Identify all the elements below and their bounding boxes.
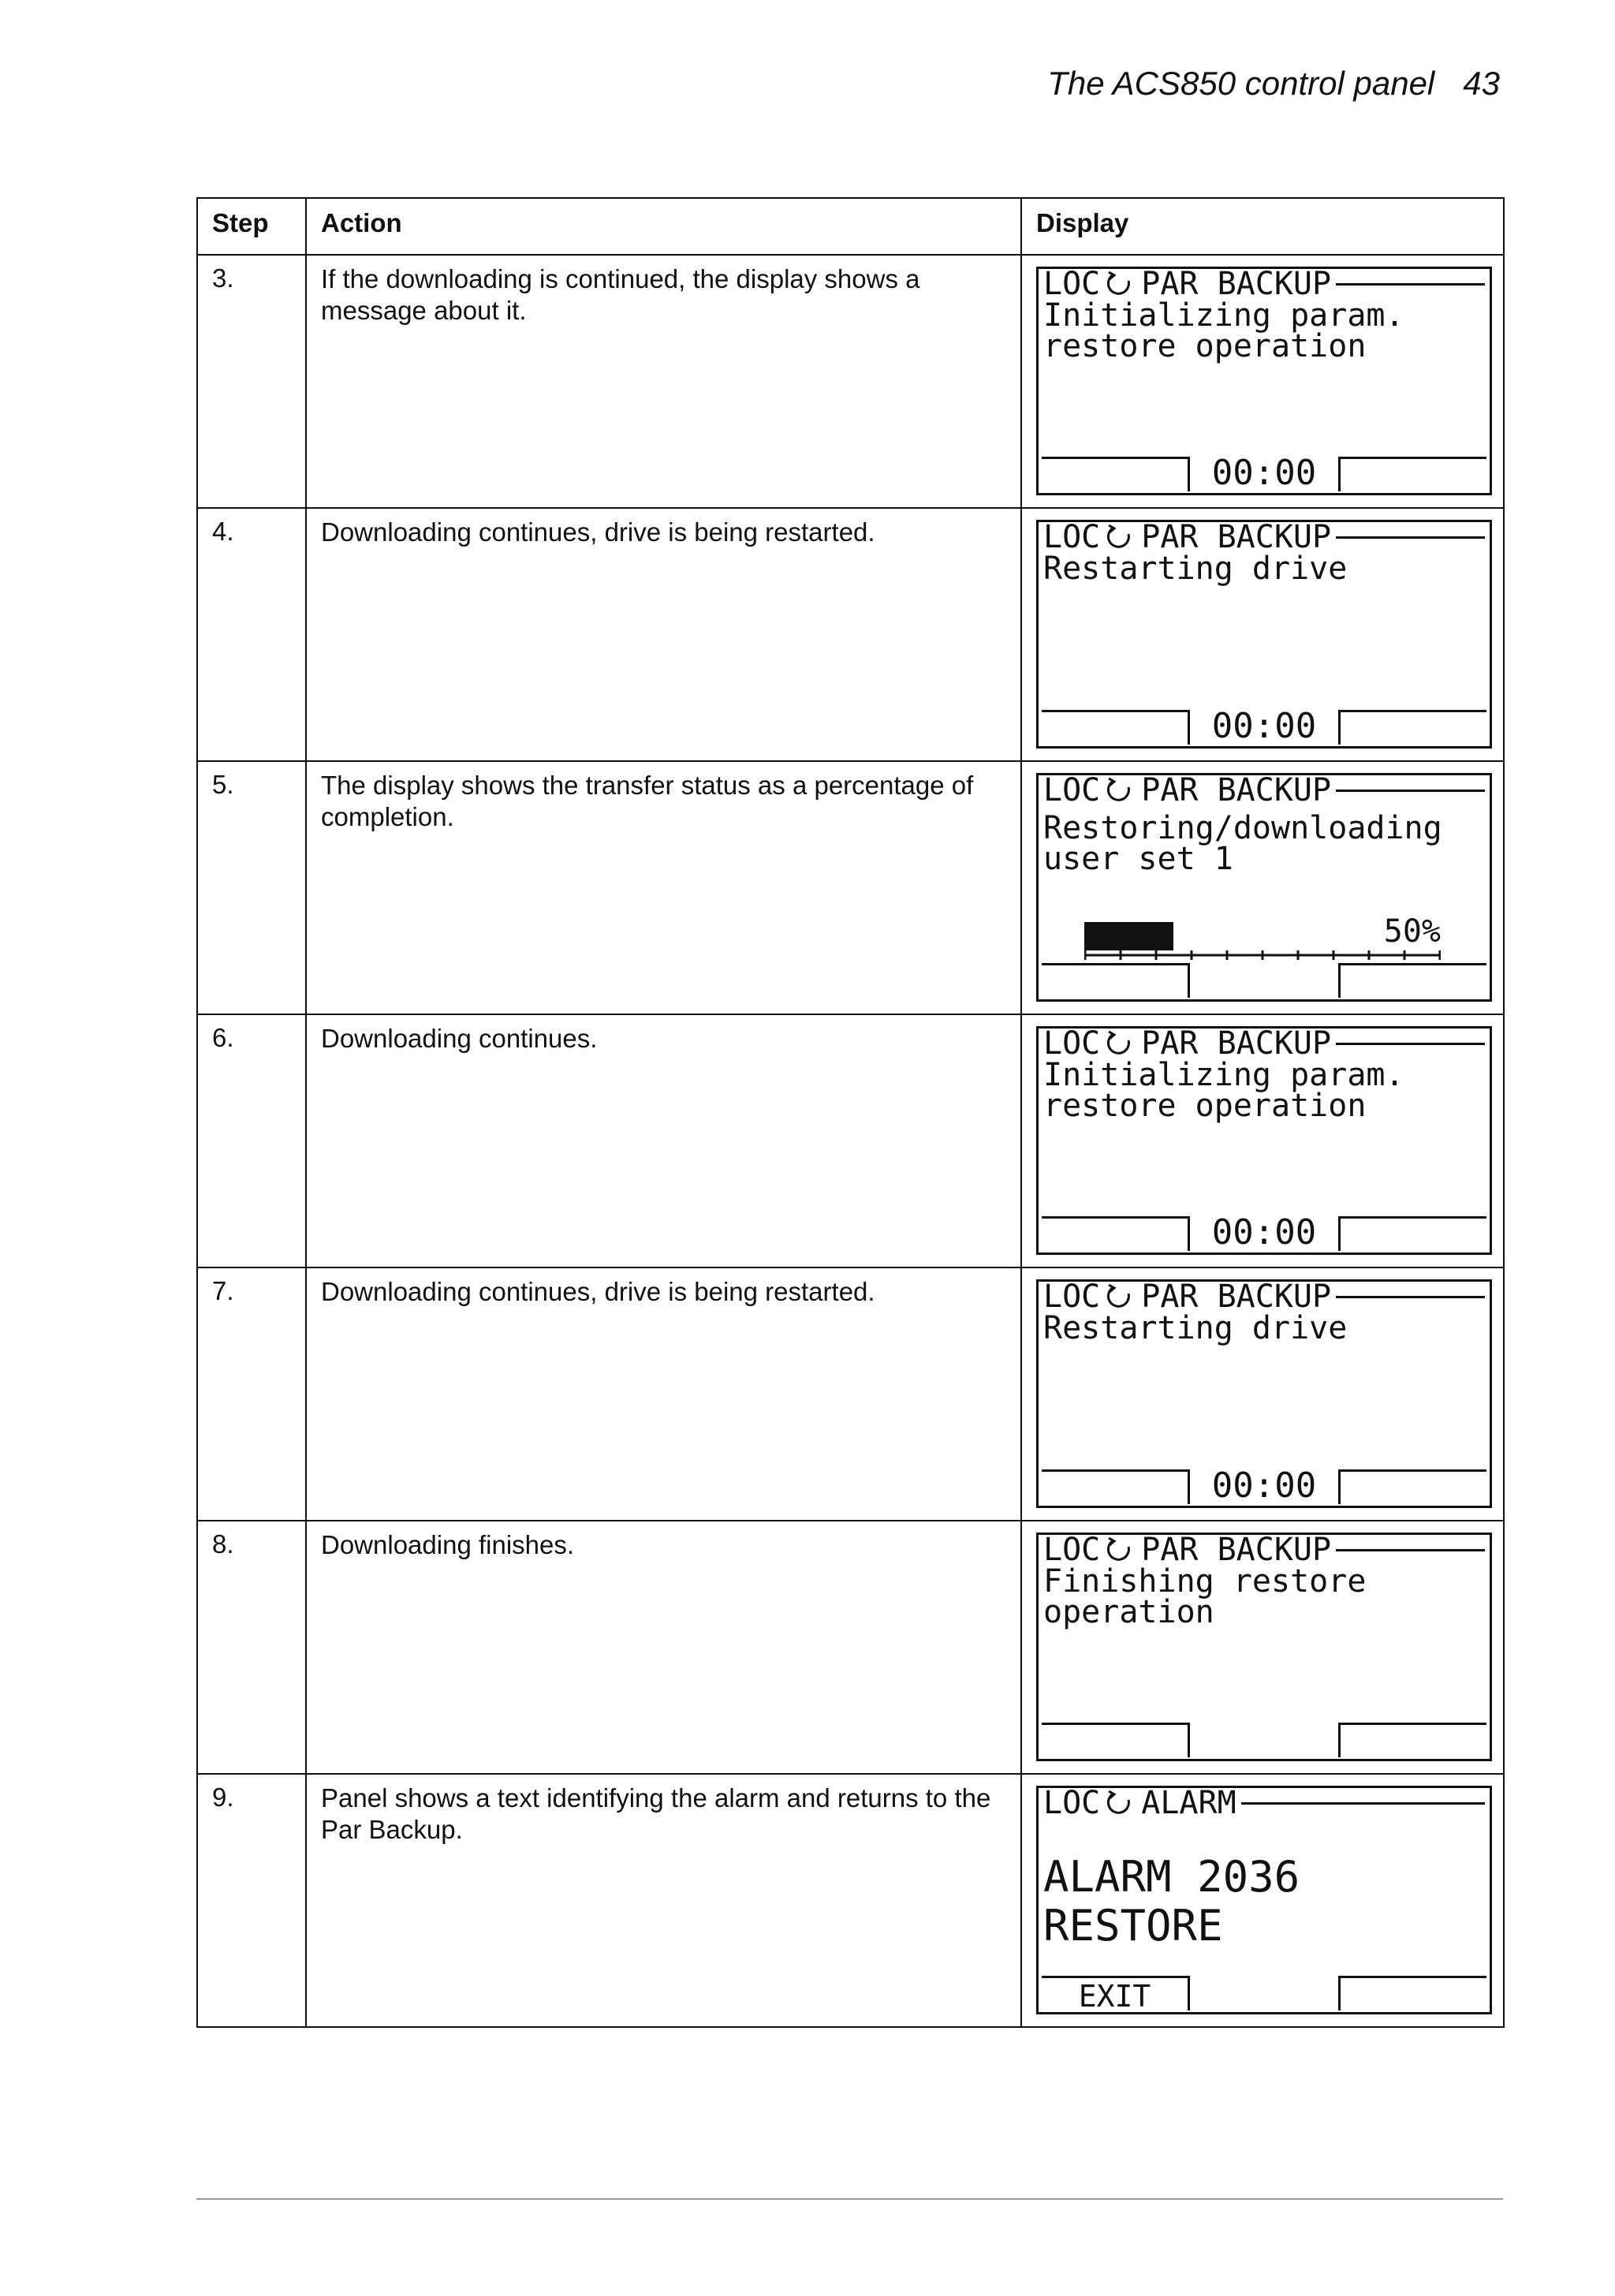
footer-rule (196, 2198, 1503, 2200)
lcd-header-rule (1336, 283, 1485, 286)
lcd-softkey-bar (1039, 706, 1490, 746)
lcd-status-line (1043, 772, 1485, 808)
lcd-mode-title: PAR BACKUP (1141, 772, 1332, 808)
right-softkey[interactable] (1338, 963, 1486, 998)
step-display (1021, 1521, 1504, 1774)
lcd-panel (1036, 267, 1492, 495)
left-softkey[interactable] (1042, 1216, 1190, 1251)
table-row (197, 761, 1504, 1014)
step-action: Downloading continues, drive is being restarted. (306, 508, 1021, 761)
lcd-status-line (1043, 1279, 1485, 1315)
right-softkey[interactable] (1338, 1976, 1486, 2010)
step-number: 4. (197, 508, 306, 761)
left-softkey[interactable] (1042, 1469, 1190, 1504)
lcd-softkey-bar (1039, 1723, 1490, 1759)
rotation-direction-icon (1105, 270, 1133, 298)
lcd-softkey-bar (1039, 1212, 1490, 1253)
step-number: 8. (197, 1521, 306, 1774)
rotation-direction-icon (1105, 1536, 1133, 1564)
rotation-direction-icon (1105, 776, 1133, 805)
step-display (1021, 1774, 1504, 2027)
left-softkey[interactable] (1042, 457, 1190, 491)
left-softkey[interactable] (1042, 963, 1190, 998)
page-header (1047, 65, 1500, 103)
step-number: 9. (197, 1774, 306, 2027)
step-action: The display shows the transfer status as a percentage of completion. (306, 761, 1021, 1014)
right-softkey[interactable] (1338, 457, 1486, 491)
table-header-row (197, 198, 1504, 255)
lcd-panel (1036, 1279, 1492, 1508)
loc-indicator: LOC (1043, 1532, 1101, 1568)
right-softkey[interactable] (1338, 1216, 1486, 1251)
lcd-panel (1036, 1026, 1492, 1255)
step-display (1021, 255, 1504, 508)
lcd-softkey-bar (1039, 453, 1490, 493)
table-row (197, 1521, 1504, 1774)
lcd-mode-title: PAR BACKUP (1141, 1532, 1332, 1568)
lcd-panel (1036, 1533, 1492, 1761)
lcd-header-rule (1336, 1296, 1485, 1298)
rotation-direction-icon (1105, 1789, 1133, 1817)
loc-indicator: LOC (1043, 1785, 1101, 1821)
lcd-progress-bar (1084, 914, 1441, 958)
column-header-step: Step (197, 198, 306, 255)
lcd-header-rule (1336, 536, 1485, 539)
column-header-action: Action (306, 198, 1021, 255)
rotation-direction-icon (1105, 1282, 1133, 1311)
loc-indicator: LOC (1043, 519, 1101, 555)
progress-percentage: 50% (1383, 913, 1441, 950)
lcd-timer: 00:00 (1211, 1212, 1317, 1253)
lcd-status-line (1043, 1532, 1485, 1568)
step-display (1021, 1014, 1504, 1267)
table-row (197, 1014, 1504, 1267)
lcd-panel (1036, 520, 1492, 749)
step-action: Downloading continues. (306, 1014, 1021, 1267)
lcd-header-rule (1336, 1043, 1485, 1045)
lcd-mode-title: PAR BACKUP (1141, 519, 1332, 555)
lcd-status-line (1043, 1785, 1485, 1821)
table-row (197, 1267, 1504, 1521)
lcd-status-line (1043, 519, 1485, 555)
lcd-header-rule (1241, 1802, 1485, 1805)
lcd-panel (1036, 1786, 1492, 2014)
lcd-message: Restoring/downloading user set 1 (1043, 810, 1442, 877)
lcd-mode-title: PAR BACKUP (1141, 266, 1332, 302)
step-action: Downloading finishes. (306, 1521, 1021, 1774)
step-display (1021, 1267, 1504, 1521)
step-number: 5. (197, 761, 306, 1014)
lcd-status-line (1043, 266, 1485, 302)
lcd-softkey-bar (1039, 963, 1490, 999)
table-row (197, 508, 1504, 761)
progress-fill (1084, 922, 1173, 950)
loc-indicator: LOC (1043, 1279, 1101, 1315)
lcd-softkey-bar (1039, 1976, 1490, 2012)
column-header-display: Display (1021, 198, 1504, 255)
step-action: Downloading continues, drive is being restarted. (306, 1267, 1021, 1521)
progress-scale (1084, 950, 1441, 960)
page-title: The ACS850 control panel (1047, 65, 1435, 102)
lcd-header-rule (1336, 790, 1485, 792)
lcd-mode-title: PAR BACKUP (1141, 1025, 1332, 1062)
lcd-message: Restarting drive (1043, 1310, 1348, 1346)
loc-indicator: LOC (1043, 772, 1101, 808)
lcd-message: Initializing param. restore operation (1043, 1057, 1404, 1124)
lcd-timer: 00:00 (1211, 706, 1317, 746)
table-row (197, 1774, 1504, 2027)
lcd-timer: 00:00 (1211, 1465, 1317, 1506)
rotation-direction-icon (1105, 1029, 1133, 1058)
left-softkey[interactable]: EXIT (1042, 1976, 1190, 2010)
right-softkey[interactable] (1338, 1723, 1486, 1757)
step-display (1021, 508, 1504, 761)
lcd-header-rule (1336, 1549, 1485, 1551)
left-softkey[interactable] (1042, 1723, 1190, 1757)
step-number: 7. (197, 1267, 306, 1521)
step-display (1021, 761, 1504, 1014)
lcd-status-line (1043, 1025, 1485, 1062)
left-softkey[interactable] (1042, 710, 1190, 745)
lcd-mode-title: ALARM (1141, 1785, 1236, 1821)
lcd-softkey-bar (1039, 1465, 1490, 1506)
loc-indicator: LOC (1043, 1025, 1101, 1062)
step-number: 6. (197, 1014, 306, 1267)
lcd-alarm-text: ALARM 2036 RESTORE (1043, 1852, 1300, 1951)
step-number: 3. (197, 255, 306, 508)
right-softkey[interactable] (1338, 710, 1486, 745)
rotation-direction-icon (1105, 523, 1133, 551)
lcd-message: Initializing param. restore operation (1043, 297, 1404, 364)
table-row (197, 255, 1504, 508)
steps-table (196, 197, 1505, 2028)
lcd-message: Finishing restore operation (1043, 1563, 1367, 1630)
step-action: Panel shows a text identifying the alarm and returns to the Par Backup. (306, 1774, 1021, 2027)
lcd-timer: 00:00 (1211, 453, 1317, 493)
loc-indicator: LOC (1043, 266, 1101, 302)
step-action: If the downloading is continued, the display shows a message about it. (306, 255, 1021, 508)
page-number: 43 (1463, 65, 1500, 102)
lcd-panel (1036, 773, 1492, 1002)
lcd-message: Restarting drive (1043, 551, 1348, 587)
right-softkey[interactable] (1338, 1469, 1486, 1504)
lcd-mode-title: PAR BACKUP (1141, 1279, 1332, 1315)
